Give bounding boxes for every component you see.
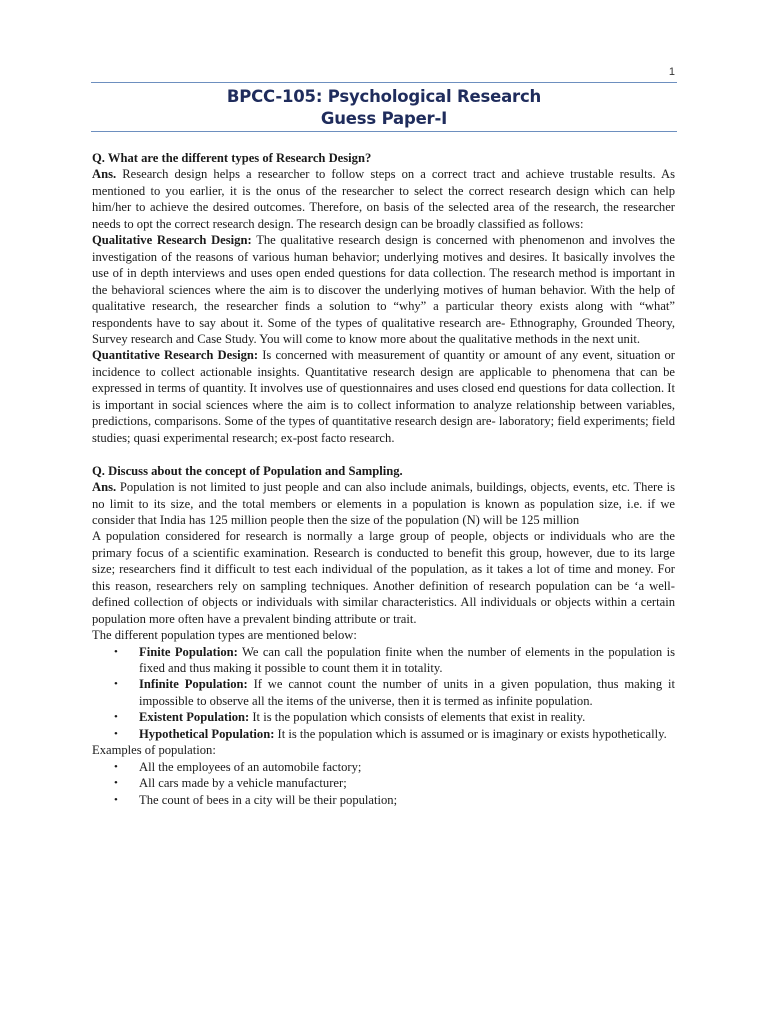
- bullet-icon: •: [114, 711, 118, 724]
- qualitative-label: Qualitative Research Design:: [92, 233, 252, 248]
- answer-2-intro: [92, 479, 675, 528]
- population-types-list: [92, 644, 675, 743]
- answer-text: Population is not limited to just people and can also include animals, buildings, objects, events, etc. There is no limit to its size, and the total members or elements in a population is known as population size, i.e. if we consider that India has 125 million people then the size of the population (N) will be 125 million: [92, 480, 675, 527]
- header-rule-top: [91, 82, 677, 83]
- population-types-intro: The different population types are mentioned below:: [92, 628, 357, 643]
- list-item-text: It is the population which consists of elements that exist in reality.: [249, 710, 586, 725]
- list-item-label: Infinite Population:: [139, 677, 248, 692]
- list-item: [92, 709, 675, 725]
- examples-intro: Examples of population:: [92, 743, 216, 758]
- answer-label: Ans.: [92, 167, 117, 182]
- examples-list: [92, 759, 675, 808]
- list-item-text: All the employees of an automobile factory;: [139, 759, 362, 774]
- bullet-icon: •: [114, 727, 118, 740]
- answer-text: Research design helps a researcher to follow steps on a correct tract and achieve trustable results. As mentioned to you earlier, it is the onus of the researcher to select the correct research design which can help him/her to achieve the desired outcomes. Therefore, on basis of the selected area of the research, the researcher needs to opt the correct research design. The research design can be broadly classified as follows:: [92, 167, 675, 231]
- bullet-icon: •: [114, 678, 118, 691]
- list-item-text: It is the population which is assumed or is imaginary or exists hypothetically.: [274, 726, 667, 741]
- list-item: [92, 726, 675, 742]
- bullet-icon: •: [114, 760, 118, 773]
- section-gap: [92, 446, 675, 462]
- list-item-text: We can call the population finite when the number of elements in the population is fixed and thus making it possible to count them it in totality.: [139, 644, 675, 676]
- header-rule-bottom: [91, 131, 677, 132]
- list-item: [92, 644, 675, 677]
- document-body: [92, 150, 675, 808]
- title-line-2: Guess Paper-I: [320, 109, 448, 128]
- title-line-1: BPCC-105: Psychological Research: [226, 87, 542, 106]
- list-item: [92, 759, 675, 775]
- quantitative-label: Quantitative Research Design:: [92, 348, 259, 363]
- bullet-icon: •: [114, 793, 118, 806]
- quantitative-design-paragraph: [92, 347, 675, 446]
- list-item-text: If we cannot count the number of units in a given population, thus making it impossible to observe all the items of the universe, then it is termed as infinite population.: [139, 677, 675, 708]
- list-item: [92, 676, 675, 709]
- question-1: Q. What are the different types of Research Design?: [92, 151, 372, 165]
- title-block: [91, 86, 677, 130]
- qualitative-design-paragraph: [92, 232, 675, 347]
- qualitative-text: The qualitative research design is concerned with phenomenon and involves the investigation of the reasons of various human behavior; underlying motives and desires. It basically involves the use of in depth interviews and uses open ended questions for data collection. The research method is important in the behavioral sciences where the aim is to discover the underlying motives of human behavior. With the help of qualitative research, the researcher finds a solution to “why” a particular theory exists along with “what” respondents have to say about it. Some of the types of qualitative research are- Ethnography, Grounded Theory, Survey research and Case Study. You will come to know more about the qualitative methods in the next unit.: [92, 233, 676, 346]
- quantitative-text: Is concerned with measurement of quantity or amount of any event, situation or incidence to collect actionable insights. Quantitative research design are applicable to phenomena that can be expressed in terms of quantity. It involves use of questionnaires and uses closed end questions for data collection. It is important in social sciences where the aim is to collect information to analyze relationship between variables, predictions, comparisons. Some of the types of quantitative research design are- laboratory; field experiments; field studies; quasi experimental research; ex-post facto research.: [92, 348, 675, 445]
- list-item: [92, 775, 675, 791]
- answer-1-intro: [92, 166, 675, 232]
- list-item-text: The count of bees in a city will be their population;: [139, 792, 398, 807]
- bullet-icon: •: [114, 777, 118, 790]
- page-number: 1: [668, 66, 675, 78]
- answer-label: Ans.: [92, 480, 117, 495]
- bullet-icon: •: [114, 645, 118, 658]
- population-definition-paragraph: A population considered for research is normally a large group of people, objects or individuals who are the primary focus of a scientific examination. Research is conducted to benefit this group, however, due to its large size; researchers find it difficult to test each individual of the population, as it takes a lot of time and money. For this reason, researchers rely on sampling techniques. Another definition of research population can be ‘a well-defined collection of objects or individuals with similar characteristics. All individuals or objects within a certain population more often have a prevalent binding attribute or trait.: [92, 529, 675, 626]
- list-item-text: All cars made by a vehicle manufacturer;: [139, 776, 347, 791]
- list-item: [92, 792, 675, 808]
- list-item-label: Finite Population:: [139, 644, 238, 659]
- question-2: Q. Discuss about the concept of Population and Sampling.: [92, 463, 403, 478]
- list-item-label: Hypothetical Population:: [139, 726, 275, 741]
- list-item-label: Existent Population:: [139, 710, 250, 725]
